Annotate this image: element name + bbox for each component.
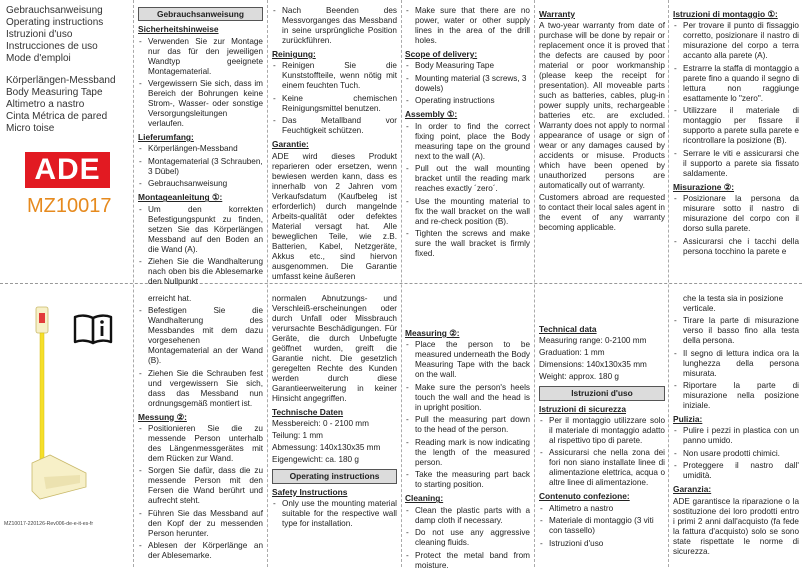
- list-item: - Make sure the person's heels touch the wall and the head is in upright position.: [405, 383, 530, 413]
- list-item: - Körperlängen-Messband: [138, 144, 263, 154]
- list-item: - Pull the measuring part down to the head of the person.: [405, 415, 530, 435]
- list-item: - Place the person to be measured underneath the Body Measuring Tape with the back on the wall.: [405, 340, 530, 380]
- list-item: - Montagematerial (3 Schrauben, 3 Dübel): [138, 157, 263, 177]
- en-tech-line: Weight: approx. 180 g: [539, 372, 619, 382]
- list-item: - Führen Sie das Messband auf den Kopf der zu messenden Person herunter.: [138, 509, 263, 539]
- it-panel-top: [673, 6, 799, 281]
- list-item: - Operating instructions: [405, 96, 530, 106]
- de-warranty-cont: normalen Abnutzungs- und Verschleiß-erscheinungen oder durch Unfall oder Missbrauch verursachte Beschädigungen. Für Geräte, die durch Unbefugte geöffnet wurden, greift die Garantie nicht. Die gesetzlich geregelten Rechte des Kunden werden durch diese Garantieerweiterung in keiner Hinsicht angegriffen.: [272, 294, 397, 403]
- list-item: - Riportare la parte di misurazione nella posizione iniziale.: [673, 381, 799, 411]
- cover-product-it: Altimetro a nastro: [6, 99, 85, 110]
- it-panel-bottom-2: [673, 294, 799, 564]
- en-panel-bottom: [405, 294, 530, 570]
- list-item: - Per trovare il punto di fissaggio corretto, posizionare il nastro di misurazione del corpo a terra accanto alla parete (A).: [673, 21, 799, 61]
- en-title: Operating instructions: [272, 469, 397, 483]
- cover-language-en: Operating instructions: [6, 17, 104, 28]
- de-tech-line: Eigengewicht: ca. 180 g: [272, 455, 359, 465]
- cover-language-es: Instrucciones de uso: [6, 41, 98, 52]
- de-warranty-text: ADE wird dieses Produkt reparieren oder ersetzen, wenn bewiesen werden kann, dass es innerhalb von 2 Jahren vom Verkaufsdatum (Kaufbeleg ist erforderlich) durch mangelnde Arbeits-qualität oder defektes Material versagt hat. Alle beweglichen Teile, wie z.B. Batterien, Kabel, Netzgeräte, Akkus etc., sind hiervon ausgenommen. Die Garantie umfasst keine äußeren: [272, 151, 397, 281]
- list-item: - Proteggere il nastro dall' umidità.: [673, 461, 799, 481]
- list-item: - Ablesen der Körperlänge an der Ablesemarke.: [138, 541, 263, 561]
- en-panel-top-2: [539, 6, 665, 281]
- it-assembly-heading: Istruzioni di montaggio ①:: [673, 9, 778, 19]
- list-item: - Reinigen Sie die Kunststoffteile, wenn nötig mit einem feuchten Tuch.: [272, 61, 397, 91]
- document-code: MZ10017-220126-Rev006-de-e-it-es-fr: [4, 521, 94, 527]
- en-warranty-heading: Warranty: [539, 9, 575, 19]
- en-tech-heading: Technical data: [539, 324, 597, 334]
- list-item: - Non usare prodotti chimici.: [673, 449, 799, 459]
- cover-product-fr: Micro toise: [6, 123, 55, 134]
- de-assembly-cont: erreicht hat.: [148, 294, 192, 303]
- en-tech-line: Measuring range: 0-2100 mm: [539, 336, 647, 346]
- it-warranty-heading: Garanzia:: [673, 484, 712, 495]
- en-tech-line: Graduation: 1 mm: [539, 348, 605, 358]
- en-panel-top: [405, 6, 530, 281]
- cover-language-de: Gebrauchsanweisung: [6, 5, 103, 16]
- list-item: - Verwenden Sie zur Montage nur das für den jeweiligen Wandtyp geeignete Montagematerial.: [138, 37, 263, 77]
- de-tech-line: Abmessung: 140x130x35 mm: [272, 443, 381, 453]
- list-item: - Um den korrekten Befestigungspunkt zu finden, setzen Sie das Körperlängen Messband auf den Boden an die Wand (A).: [138, 205, 263, 255]
- en-measuring-heading: Measuring ②:: [405, 328, 460, 338]
- list-item: - Utilizzare il materiale di montaggio per fissare il supporto a parete sulla parete e ricontrollare la posizione (B).: [673, 106, 799, 146]
- model-number: MZ10017: [27, 195, 112, 217]
- list-item: - Do not use any aggressive cleaning fluids.: [405, 528, 530, 548]
- it-panel-bottom: [539, 294, 665, 564]
- list-item: - Mounting material (3 screws, 3 dowels): [405, 74, 530, 94]
- read-manual-icon: [73, 312, 113, 346]
- list-item: - Use the mounting material to fix the wall bracket on the wall and re-check position (B).: [405, 197, 530, 227]
- fold-line-1: [133, 0, 134, 567]
- cover-product-de: Körperlängen-Messband: [6, 75, 116, 86]
- de-warranty-heading: Garantie:: [272, 139, 309, 150]
- cover-product-es: Cinta Métrica de pared: [6, 111, 108, 122]
- fold-line-2: [267, 0, 268, 567]
- de-panel-top: [138, 6, 263, 286]
- list-item: - Materiale di montaggio (3 viti con tassello): [539, 516, 665, 536]
- it-cleaning-heading: Pulizia:: [673, 414, 703, 424]
- en-cleaning-heading: Cleaning:: [405, 493, 444, 504]
- de-panel-bottom: [138, 294, 263, 564]
- de-tech-heading: Technische Daten: [272, 407, 344, 417]
- cover-language-it: Istruzioni d'uso: [6, 29, 73, 40]
- it-measuring-cont: che la testa sia in posizione verticale.: [683, 294, 784, 313]
- de-safety-heading: Sicherheitshinweise: [138, 24, 219, 35]
- list-item: - Istruzioni d'uso: [539, 539, 665, 549]
- cover-language-fr: Mode d'emploi: [6, 53, 71, 64]
- list-item: - Tighten the screws and make sure the wall bracket is firmly fixed.: [405, 229, 530, 259]
- list-item: - Only use the mounting material suitable for the respective wall type for installation.: [272, 499, 397, 529]
- list-item: - Make sure that there are no power, water or other supply lines in the area of the drill holes.: [405, 6, 530, 46]
- de-cleaning-heading: Reinigung:: [272, 49, 316, 59]
- list-item: - Assicurarsi che nella zona dei fori non siano installate linee di alimentazione elettrica, acqua o altre linee di alimentazione.: [539, 448, 665, 488]
- list-item: - Clean the plastic parts with a damp cloth if necessary.: [405, 506, 530, 526]
- de-panel-top-2: [272, 6, 397, 281]
- cover-panel: [6, 5, 130, 134]
- list-item: - Keine chemischen Reinigungsmittel benutzen.: [272, 94, 397, 114]
- list-item: - Estrarre la staffa di montaggio a parete fino a quando il segno di lettura non raggiunge esattamente lo "zero".: [673, 64, 799, 104]
- list-item: - Tirare la parte di misurazione verso il basso fino alla testa della persona.: [673, 316, 799, 346]
- list-item: - Befestigen Sie die Wandhalterung des Messbandes mit dem dazu vorgesehenen Montagematerial an der Wand (B).: [138, 306, 263, 366]
- ade-logo: ADE: [25, 152, 110, 188]
- de-panel-bottom-2: [272, 294, 397, 564]
- en-assembly-heading: Assembly ①:: [405, 109, 458, 120]
- list-item: - In order to find the correct fixing point, place the Body measuring tape on the ground next to the wall (A).: [405, 122, 530, 162]
- en-tech-line: Dimensions: 140x130x35 mm: [539, 360, 647, 370]
- list-item: - Posizionare la persona da misurare sotto il nastro di misurazione del corpo con il dorso sulla parete.: [673, 194, 799, 234]
- en-warranty-text: A two-year warranty from date of purchase will be done by repair or replacement once it is proved that the defects are caused by poor material or poor workmanship (please keep the receipt for presentation). All moveable parts such as batteries, cables, plug-in power supply units, rechargeable batteries etc. are excluded. Warranty does not apply to normal appearance of usage or sign of wear or any damages caused by accidents or misuse. Products which have been opened by unauthorized persons are automatically out of warranty.: [539, 21, 665, 191]
- list-item: - Pull out the wall mounting bracket until the reading mark reaches exactly ´zero´.: [405, 164, 530, 194]
- list-item: - Gebrauchsanweisung: [138, 179, 263, 189]
- de-tech-line: Messbereich: 0 - 2100 mm: [272, 419, 369, 429]
- list-item: - Sorgen Sie dafür, dass die zu messende Person mit den Fersen die Wand berührt und aufrecht steht.: [138, 466, 263, 506]
- it-safety-heading: Istruzioni di sicurezza: [539, 403, 627, 414]
- fold-line-3: [401, 0, 402, 567]
- list-item: - Protect the metal band from moisture.: [405, 551, 530, 571]
- list-item: - Assicurarsi che i tacchi della persona tocchino la parete e: [673, 237, 799, 257]
- list-item: - Il segno di lettura indica ora la lunghezza della persona misurata.: [673, 349, 799, 379]
- de-measuring-heading: Messung ②:: [138, 411, 187, 422]
- de-assembly-heading: Montageanleitung ①:: [138, 192, 223, 203]
- it-warranty-text: ADE garantisce la riparazione o la sostituzione dei loro prodotti entro i primi 2 anni dall'acquisto (fa fede la fattura d'acquisto) solo se sono state rispettate le norme di sicurezza.: [673, 496, 799, 556]
- list-item: - Das Metallband vor Feuchtigkeit schützen.: [272, 116, 397, 136]
- de-scope-heading: Lieferumfang:: [138, 132, 194, 142]
- it-title: Istruzioni d'uso: [539, 386, 665, 400]
- de-tech-line: Teilung: 1 mm: [272, 431, 323, 441]
- cover-product-en: Body Measuring Tape: [6, 87, 103, 98]
- list-item: - Take the measuring part back to starting position.: [405, 470, 530, 490]
- list-item: - Reading mark is now indicating the length of the measured person.: [405, 438, 530, 468]
- en-warranty-text-2: Customers abroad are requested to contact their local sales agent in the event of any warranty becoming applicable.: [539, 193, 665, 233]
- list-item: - Nach Beenden des Messvorganges das Messband in seine ursprüngliche Position zurückführen.: [272, 6, 397, 46]
- fold-line-4: [534, 0, 535, 567]
- en-scope-heading: Scope of delivery:: [405, 49, 478, 59]
- it-measuring-heading: Misurazione ②:: [673, 181, 735, 192]
- list-item: - Per il montaggio utilizzare solo il materiale di montaggio adatto al rispettivo tipo di parete.: [539, 416, 665, 446]
- list-item: - Positionieren Sie die zu messende Person unterhalb des Längenmessgerätes mit dem Rücken zur Wand.: [138, 424, 263, 464]
- list-item: - Ziehen Sie die Schrauben fest und vergewissern Sie sich, dass das Messband nun ordnungsgemäß montiert ist.: [138, 369, 263, 409]
- fold-line-5: [668, 0, 669, 567]
- list-item: - Vergewissern Sie sich, dass im Bereich der Bohrungen keine Strom-, Wasser- oder sonstige Versorgungsleitungen verlaufen.: [138, 79, 263, 129]
- list-item: - Ziehen Sie die Wandhalterung nach oben bis die Ablesemarke den Nullpunkt: [138, 257, 263, 287]
- list-item: - Serrare le viti e assicurarsi che il supporto a parete sia fissato saldamente.: [673, 149, 799, 179]
- it-scope-heading: Contenuto confezione:: [539, 491, 630, 502]
- de-title: Gebrauchsanweisung: [138, 7, 263, 21]
- list-item: - Altimetro a nastro: [539, 504, 665, 514]
- list-item: - Pulire i pezzi in plastica con un panno umido.: [673, 426, 799, 446]
- list-item: - Body Measuring Tape: [405, 61, 530, 71]
- en-safety-heading: Safety Instructions: [272, 486, 348, 497]
